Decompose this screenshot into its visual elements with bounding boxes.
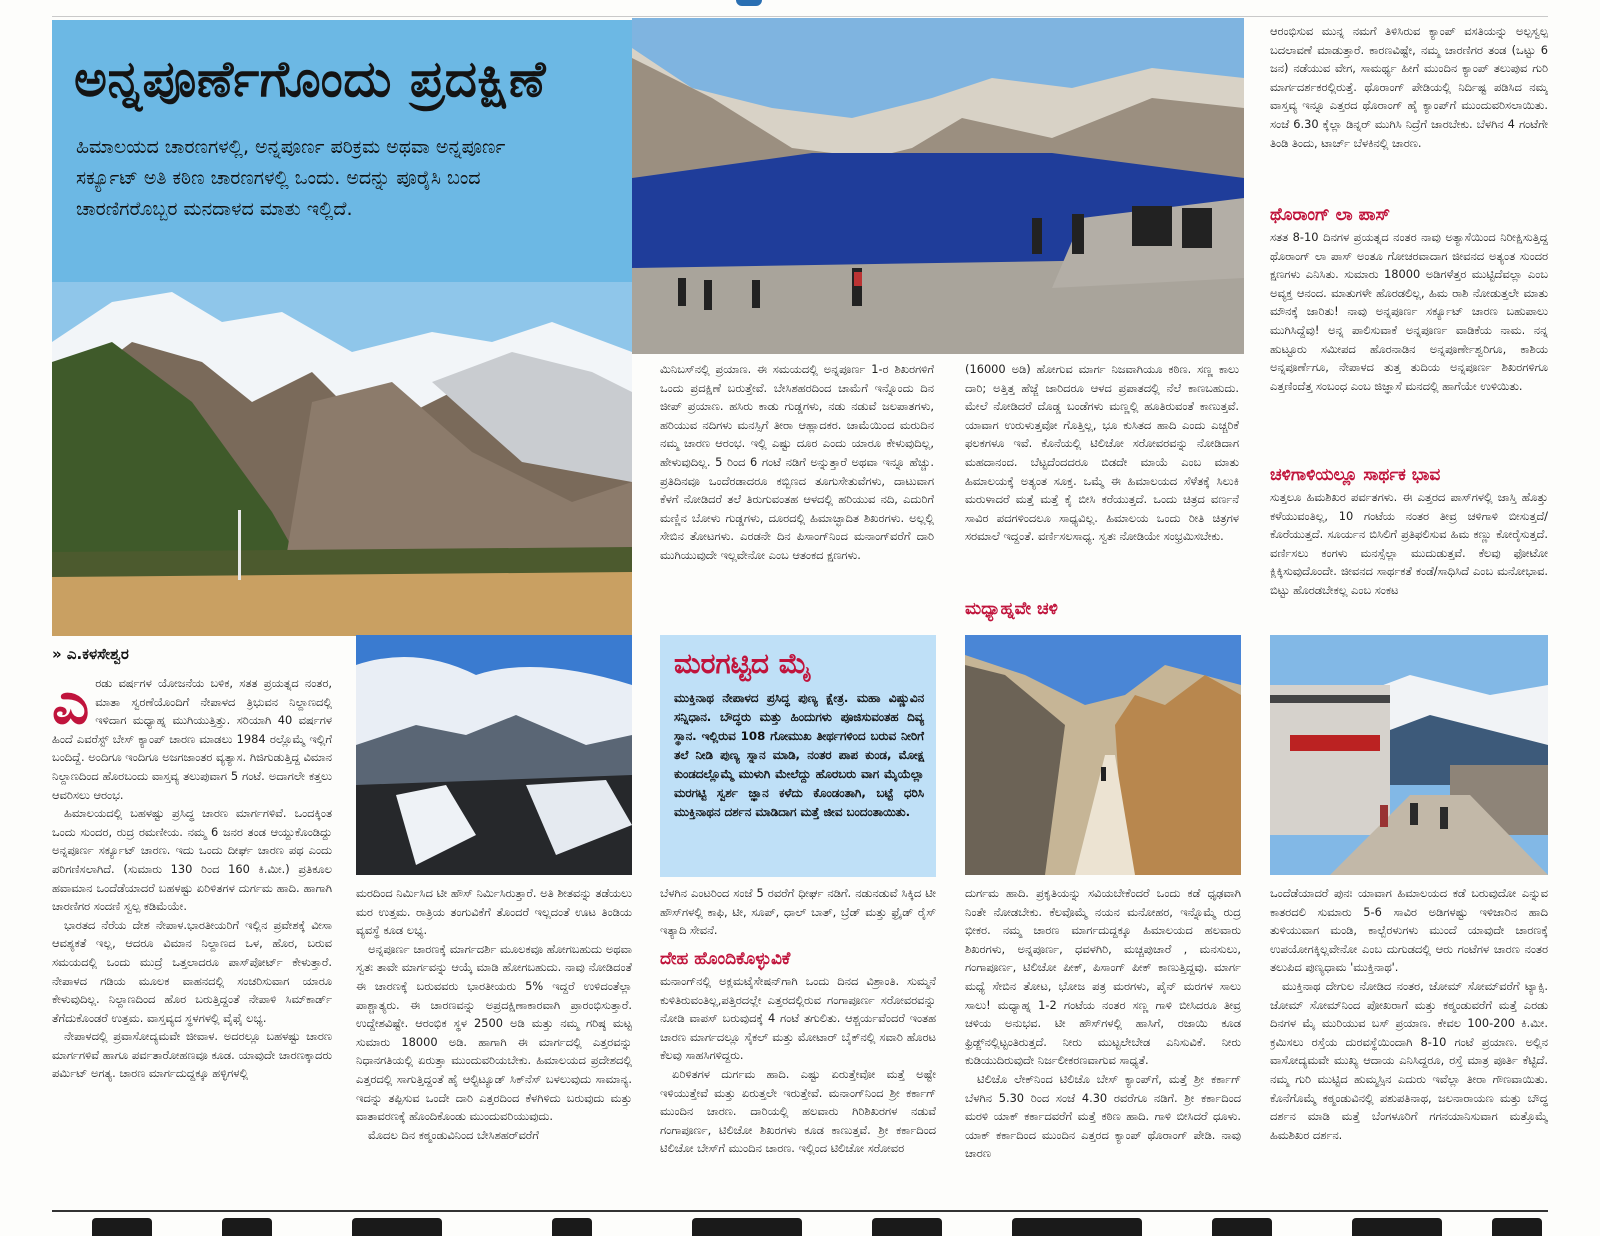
drop-cap: ಎ bbox=[52, 674, 90, 737]
paragraph: ಆರಂಭಿಸುವ ಮುನ್ನ ನಮಗೆ ತಿಳಿಸಿರುವ ಕ್ಯಾಂಪ್ ವಸತಿಯನ್ನು ಅಲ್ಪಸ್ವಲ್ಪ ಬದಲಾವಣೆ ಮಾಡುತ್ತಾರೆ. ಕಾರಣವಿಷ್ಟೇ, ನಮ್ಮ ಚಾರಣಿಗರ ತಂಡ (ಒಟ್ಟು 6 ಜನ) ನಡೆಯುವ ವೇಗ, ಸಾಮರ್ಥ್ಯ ಹೀಗೆ ಮುಂದಿನ ಕ್ಯಾಂಪ್ ತಲುಪುವ ಗುರಿ ಮಾರ್ಗದರ್ಶಕರಲ್ಲಿರುತ್ತೆ. ಥೊರಾಂಗ್ ಪೇಡಿಯಲ್ಲಿ ನಿರ್ದಿಷ್ಟ ಪಡಿಸಿದ ನಮ್ಮ ವಾಸ್ತವ್ಯ ಇನ್ನೂ ಎತ್ತರದ ಥೊರಾಂಗ್ ಹೈ ಕ್ಯಾಂಪ್‌ಗೆ ಮುಂದುವರಿಸಲಾಯಿತು. ಸಂಜೆ 6.30 ಕ್ಕೆಲ್ಲಾ ಡಿನ್ನರ್ ಮುಗಿಸಿ ನಿದ್ರೆಗೆ ಜಾರಬೇಕು. ಬೆಳಗಿನ 4 ಗಂಟೆಗೇ ತಿಂಡಿ ತಿಂದು, ಟಾರ್ಚ್ ಬೆಳಕಿನಲ್ಲಿ ಚಾರಣ. bbox=[1270, 24, 1548, 150]
paragraph: ಮಿನಿಬಸ್‌ನಲ್ಲಿ ಪ್ರಯಾಣ. ಈ ಸಮಯದಲ್ಲಿ ಅನ್ನಪೂರ್ಣ 1-ರ ಶಿಖರಗಳಿಗೆ ಒಂದು ಪ್ರದಕ್ಷಿಣೆ ಬರುತ್ತೇವೆ. ಬೇಸಿಶಹರದಿಂದ ಚಾಮೆಗೆ ಇನ್ನೊಂದು ದಿನ ಜೀಪ್ ಪ್ರಯಾಣ. ಹಸಿರು ಕಾಡು ಗುಡ್ಡಗಳು, ನಡು ನಡುವೆ ಜಲಪಾತಗಳು, ಹರಿಯುವ ನದಿಗಳು ಮನಸ್ಸಿಗೆ ತೀರಾ ಆಹ್ಲಾದಕರ. ಚಾಮೆಯಿಂದ ಮರುದಿನ ನಮ್ಮ ಚಾರಣ ಆರಂಭ. ಇಲ್ಲಿ ಎಷ್ಟು ದೂರ ಎಂದು ಯಾರೂ ಕೇಳುವುದಿಲ್ಲ, ಹೇಳುವುದಿಲ್ಲ. 5 ರಿಂದ 6 ಗಂಟೆ ನಡಿಗೆ ಅನ್ನುತ್ತಾರೆ ಅಥವಾ ಇನ್ನೂ ಹೆಚ್ಚು. ಪ್ರತಿದಿನವೂ ಒಂದೆರಡಾದರೂ ಕಬ್ಬಿಣದ ತೂಗುಸೇತುವೆಗಳು, ದಾಟುವಾಗ ಕೆಳಗೆ ನೋಡಿದರೆ ತಲೆ ತಿರುಗುವಂತಹ ಆಳದಲ್ಲಿ ಹರಿಯುವ ನದಿ, ಎದುರಿಗೆ ಮಣ್ಣಿನ ಬೋಳು ಗುಡ್ಡಗಳು, ದೂರದಲ್ಲಿ ಹಿಮಾಚ್ಛಾದಿತ ಶಿಖರಗಳು. ಅಲ್ಲಲ್ಲಿ ಸೇಬಿನ ತೋಟಗಳು. ಎರಡನೇ ದಿನ ಪಿಸಾಂಗ್‌ನಿಂದ ಮನಾಂಗ್‌ವರೆಗೆ ದಾರಿ ಮುಗಿಯುವುದೇ ಇಲ್ಲವೇನೋ ಎಂಬ ಆತಂಕದ ಕ್ಷಣಗಳು. bbox=[660, 362, 934, 562]
paragraph: ನೇಪಾಳದಲ್ಲಿ ಪ್ರವಾಸೋದ್ಯಮವೇ ಜೀವಾಳ. ಅದರಲ್ಲೂ ಬಹಳಷ್ಟು ಚಾರಣ ಮಾರ್ಗಗಳಿವೆ ಹಾಗೂ ಪರ್ವತಾರೋಹಣವೂ ಕೂಡ. ಯಾವುದೇ ಚಾರಣಕ್ಕಾದರು ಪರ್ಮಿಟ್ ಅಗತ್ಯ. ಚಾರಣ ಮಾರ್ಗದುದ್ದಕ್ಕೂ ಹಳ್ಳಿಗಳಲ್ಲಿ bbox=[52, 1029, 332, 1081]
paragraph: ಸತತ 8-10 ದಿನಗಳ ಪ್ರಯತ್ನದ ನಂತರ ನಾವು ಅತ್ಯಾಸೆಯಿಂದ ನಿರೀಕ್ಷಿಸುತ್ತಿದ್ದ ಥೊರಾಂಗ್ ಲಾ ಪಾಸ್ ಅಂತೂ ಗೋಚರವಾದಾಗ ಜೀವನದ ಅತ್ಯಂತ ಸುಂದರ ಕ್ಷಣಗಳು ಎನಿಸಿತು. ಸುಮಾರು 18000 ಅಡಿಗಳೆತ್ತರ ಮುಟ್ಟಿದೆವಲ್ಲಾ ಎಂಬ ಅವ್ಯಕ್ತ ಆನಂದ. ಮಾತುಗಳೇ ಹೊರಡಲಿಲ್ಲ, ಹಿಮ ರಾಶಿ ನೋಡುತ್ತಲೇ ಮಾತು ಮೌನಕ್ಕೆ ಜಾರಿತು! ನಾವು ಅನ್ನಪೂರ್ಣ ಸರ್ಕ್ಯೂಟ್ ಚಾರಣ ಬಹುಪಾಲು ಮುಗಿಸಿದ್ದೆವು! ಅನ್ನ ಪಾಲಿಸುವಾಕೆ ಅನ್ನಪೂರ್ಣ ವಾಡಿಕೆಯ ನಾಮ. ನನ್ನ ಹುಟ್ಟೂರು ಸಮೀಪದ ಹೊರನಾಡಿನ ಅನ್ನಪೂರ್ಣೇಶ್ವರಿಗೂ, ಕಾಶಿಯ ಅನ್ನಪೂರ್ಣೆಗೂ, ನೇಪಾಳದ ತುತ್ತ ತುದಿಯ ಅನ್ನಪೂರ್ಣ ಶಿಖರಗಳಿಗೂ ಎತ್ತಣಿಂದೆತ್ತ ಸಂಬಂಧ ಎಂಬ ಜಿಜ್ಞಾಸೆ ಮನದಲ್ಲಿ ಹಾಗೆಯೇ ಉಳಿಯಿತು. bbox=[1270, 230, 1548, 393]
paragraph: ಬೆಳಗಿನ ಎಂಟರಿಂದ ಸಂಜೆ 5 ರವರೆಗೆ ಧೀರ್ಘ ನಡಿಗೆ. ನಡುನಡುವೆ ಸಿಕ್ಕಿದ ಟೀ ಹೌಸ್‌ಗಳಲ್ಲಿ ಕಾಫಿ, ಟೀ, ಸೂಪ್, ಧಾಲ್ ಬಾತ್, ಬ್ರೆಡ್ ಮತ್ತು ಫ್ರೈಡ್ ರೈಸ್ ಇತ್ಯಾದಿ ಸೇವನೆ. bbox=[660, 886, 936, 938]
paragraph: ಮನಾಂಗ್‌ನಲ್ಲಿ ಅಕ್ಲಮಟೈಸೇಷನ್‌ಗಾಗಿ ಒಂದು ದಿನದ ವಿಶ್ರಾಂತಿ. ಸುಮ್ಮನೆ ಕುಳಿತಿರುವಂತಿಲ್ಲ,ಪತ್ತಿರದಲ್ಲೇ ಎತ್ತರದಲ್ಲಿರುವ ಗಂಗಾಪೂರ್ಣ ಸರೋವರವನ್ನು ನೋಡಿ ವಾಪಸ್ ಬರುವುದಕ್ಕೆ 4 ಗಂಟೆ ತಗುಲಿತು. ಆಶ್ಚರ್ಯವೆಂದರೆ ಇಂತಹ ಚಾರಣ ಮಾರ್ಗದಲ್ಲೂ ಸೈಕಲ್ ಮತ್ತು ಮೋಟಾರ್ ಬೈಕ್‌ನಲ್ಲಿ ಸವಾರಿ ಹೊರಟ ಕೆಲವು ಸಾಹಸಿಗಳಿದ್ದರು. bbox=[660, 974, 936, 1063]
column-1 bbox=[52, 674, 332, 1194]
bottom-rule bbox=[52, 1210, 1548, 1212]
paragraph: ಟಿಲಿಚೊ ಲೇಕ್‌ನಿಂದ ಟಿಲಿಚೊ ಬೇಸ್ ಕ್ಯಾಂಪ್‌ಗೆ, ಮತ್ತೆ ಶ್ರೀ ಕರ್ಕಾಗ್ ಬೆಳಗಿನ 5.30 ರಿಂದ ಸಂಜೆ 4.30 ರವರೆಗೂ ನಡಿಗೆ. ಶ್ರೀ ಕರ್ಕಾದಿಂದ ಮರಳಿ ಯಾಕ್ ಕರ್ಕಾದವರೆಗೆ ಮತ್ತೆ ಕಠಿಣ ಹಾದಿ. ಗಾಳಿ ಬೀಸಿದರೆ ಧೂಳು. ಯಾಕ್ ಕರ್ಕಾದಿಂದ ಮುಂದಿನ ಎತ್ತರದ ಕ್ಯಾಂಪ್ ಥೊರಾಂಗ್ ಪೇಡಿ. ನಾವು ಚಾರಣ bbox=[965, 1071, 1241, 1161]
column-top-b bbox=[965, 360, 1239, 596]
byline: » ಎ.ಕಳಸೇಶ್ವರ bbox=[52, 645, 129, 663]
paragraph: ಮರದಿಂದ ನಿರ್ಮಿಸಿದ ಟೀ ಹೌಸ್ ನಿರ್ಮಿಸಿರುತ್ತಾರೆ. ಅತಿ ಶೀತವನ್ನು ತಡೆಯಲು ಮರ ಉತ್ತಮ. ರಾತ್ರಿಯ ತಂಗುವಿಕೆಗೆ ತೊಂದರೆ ಇಲ್ಲದಂತೆ ಊಟ ತಿಂಡಿಯ ವ್ಯವಸ್ಥೆ ಕೂಡ ಲಭ್ಯ. bbox=[356, 886, 632, 938]
paragraph: ರಡು ವರ್ಷಗಳ ಯೋಜನೆಯ ಬಳಿಕ, ಸತತ ಪ್ರಯತ್ನದ ನಂತರ, ಮಾತಾ ಸ್ವರಣೆಯೊಂದಿಗೆ ನೇಪಾಳದ ತ್ರಿಭುವನ ನಿಲ್ದಾಣದಲ್ಲಿ ಇಳಿದಾಗ ಮಧ್ಯಾಹ್ನ ಮುಗಿಯುತ್ತಿತ್ತು. ಸರಿಯಾಗಿ 40 ವರ್ಷಗಳ ಹಿಂದೆ ಎವರೆಸ್ಟ್ ಬೇಸ್ ಕ್ಯಾಂಪ್ ಚಾರಣ ಮಾಡಲು 1984 ರಲ್ಲೊಮ್ಮೆ ಇಲ್ಲಿಗೆ ಬಂದಿದ್ದೆ. ಅಂದಿಗೂ ಇಂದಿಗೂ ಅಜಗಜಾಂತರ ವ್ಯತ್ಯಾಸ. ಗಿಜಿಗುಡುತ್ತಿದ್ದ ವಿಮಾನ ನಿಲ್ದಾಣದಿಂದ ಹೊರಬಂದು ವಾಸ್ತವ್ಯ ತಲುಪುವಾಗ 5 ಗಂಟೆ. ಅದಾಗಲೇ ಕತ್ತಲು ಆವರಿಸಲು ಆರಂಭ. bbox=[52, 676, 332, 802]
paragraph: ಅನ್ನಪೂರ್ಣ ಚಾರಣಕ್ಕೆ ಮಾರ್ಗದರ್ಶಿ ಮೂಲಕವೂ ಹೋಗಬಹುದು ಅಥವಾ ಸ್ವತಃ ತಾವೇ ಮಾರ್ಗವನ್ನು ಆಯ್ಕೆ ಮಾಡಿ ಹೋಗಬಹುದು. ನಾವು ನೋಡಿದಂತೆ ಈ ಚಾರಣಕ್ಕೆ ಬರುವವರು ಭಾರತೀಯರು 5% ಇದ್ದರೆ ಉಳಿದಂತೆಲ್ಲಾ ಪಾಶ್ಚಾತ್ಯರು. ಈ ಚಾರಣವನ್ನು ಅಪ್ರದಕ್ಷಿಣಾಕಾರವಾಗಿ ಪ್ರಾರಂಭಿಸುತ್ತಾರೆ. ಉದ್ದೇಶವಿಷ್ಟೇ. ಆರಂಭಿಕ ಸ್ಥಳ 2500 ಅಡಿ ಮತ್ತು ನಮ್ಮ ಗರಿಷ್ಠ ಮಟ್ಟ ಸುಮಾರು 18000 ಅಡಿ. ಹಾಗಾಗಿ ಈ ಮಾರ್ಗದಲ್ಲಿ ಎತ್ತರವನ್ನು ನಿಧಾನಗತಿಯಲ್ಲಿ ಏರುತ್ತಾ ಮುಂದುವರಿಯಬೇಕು. ಹಿಮಾಲಯದ ಪ್ರದೇಶದಲ್ಲಿ ಎತ್ತರದಲ್ಲಿ ಸಾಗುತ್ತಿದ್ದಂತೆ ಹೈ ಆಲ್ಟಿಟ್ಯೂಡ್ ಸಿಕ್‌ನೆಸ್ ಬಳಲುವುದು ಸಾಮಾನ್ಯ. ಇದನ್ನು ತಪ್ಪಿಸುವ ಒಂದೇ ದಾರಿ ಎತ್ತರದಿಂದ ಕೆಳಗಿಳಿದು ಬರುವುದು ಮತ್ತು ವಾತಾವರಣಕ್ಕೆ ಹೊಂದಿಕೊಂಡು ಮುಂದುವರಿಯುವುದು. bbox=[356, 941, 632, 1124]
photo-rocky-trail bbox=[965, 635, 1241, 875]
column-4 bbox=[965, 884, 1241, 1196]
photo-snow-peaks bbox=[356, 635, 632, 875]
paragraph: ಮೊದಲ ದಿನ ಕಠ್ಮಂಡುವಿನಿಂದ ಬೇಸಿಶಹರ್‌ವರೆಗೆ bbox=[368, 1127, 539, 1142]
standfirst: ಹಿಮಾಲಯದ ಚಾರಣಗಳಲ್ಲಿ, ಅನ್ನಪೂರ್ಣ ಪರಿಕ್ರಮ ಅಥವಾ ಅನ್ನಪೂರ್ಣ ಸರ್ಕ್ಯೂಟ್ ಅತಿ ಕಠಿಣ ಚಾರಣಗಳಲ್ಲಿ ಒಂದು. ಅದನ್ನು ಪೂರೈಸಿ ಬಂದ ಚಾರಣಿಗರೊಬ್ಬರ ಮನದಾಳದ ಮಾತು ಇಲ್ಲಿದೆ. bbox=[76, 136, 506, 220]
column-5 bbox=[1270, 884, 1548, 1196]
box-title: ಮರಗಟ್ಟಿದ ಮೈ bbox=[674, 647, 812, 680]
photo-tilicho-lake bbox=[632, 18, 1244, 354]
top-rule bbox=[52, 16, 1548, 17]
column-3b bbox=[660, 972, 936, 1194]
column-top-a bbox=[660, 360, 934, 620]
subheading-cold-wind: ಚಳಿಗಾಳಿಯಲ್ಲೂ ಸಾರ್ಥಕ ಭಾವ bbox=[1270, 465, 1441, 485]
column-right-mid bbox=[1270, 228, 1548, 450]
paragraph: ಒಂದೆಡೆಯಾದರೆ ಪುನಃ ಯಾವಾಗ ಹಿಮಾಲಯದ ಕಡೆ ಬರುವುದೋ ಎನ್ನುವ ಕಾತರದಲಿ ಸುಮಾರು 5-6 ಸಾವಿರ ಅಡಿಗಳಷ್ಟು ಇಳಿಜಾರಿನ ಹಾದಿ ತುಳಿಯುವಾಗ ಮಂಡಿ, ಕಾಲ್ಬೆರಳುಗಳು ಮುಂದೆ ಯಾವುದೇ ಚಾರಣಕ್ಕೆ ಉಪಯೋಗಕ್ಕಿಲ್ಲವೇನೋ ಎಂಬ ದುಗುಡದಲ್ಲಿ ಆರು ಗಂಟೆಗಳ ಚಾರಣ ನಂತರ ತಲುಪಿದ ಪುಣ್ಯಧಾಮ 'ಮುಕ್ತಿನಾಥ'. bbox=[1270, 886, 1548, 975]
paragraph: ಭಾರತದ ನೆರೆಯ ದೇಶ ನೇಪಾಳ.ಭಾರತೀಯರಿಗೆ ಇಲ್ಲಿನ ಪ್ರವೇಶಕ್ಕೆ ವೀಸಾ ಆವಶ್ಯಕತೆ ಇಲ್ಲ, ಆದರೂ ವಿಮಾನ ನಿಲ್ದಾಣದ ಒಳ, ಹೊರ, ಬರುವ ಸಮಯದಲ್ಲಿ ಒಂದು ಮುದ್ರೆ ಒತ್ತಲಾದರೂ ಪಾಸ್‌ಪೋರ್ಟ್ ಕೇಳುತ್ತಾರೆ. ನೇಪಾಳದ ಗಡಿಯ ಮೂಲಕ ವಾಹನದಲ್ಲಿ ಸಂಚರಿಸುವಾಗ ಯಾರೂ ಕೇಳುವುದಿಲ್ಲ. ನಿಲ್ದಾಣದಿಂದ ಹೊರ ಬರುತ್ತಿದ್ದಂತೆ ನೇಪಾಳಿ ಸಿಮ್‌ಕಾರ್ಡ್ ತೆಗೆದುಕೊಂಡರೆ ಉತ್ತಮ. ವಾಸ್ತವ್ಯದ ಸ್ಥಳಗಳಲ್ಲಿ ವೈಫೈ ಲಭ್ಯ. bbox=[52, 917, 332, 1025]
headline-block bbox=[52, 20, 632, 636]
box-text: ಮುಕ್ತಿನಾಥ ನೇಪಾಳದ ಪ್ರಸಿದ್ಧ ಪುಣ್ಯ ಕ್ಷೇತ್ರ. ಮಹಾ ವಿಷ್ಣುವಿನ ಸನ್ನಿಧಾನ. ಬೌದ್ಧರು ಮತ್ತು ಹಿಂದುಗಳು ಪೂಜಿಸುವಂತಹ ದಿವ್ಯ ಸ್ಥಾನ. ಇಲ್ಲಿರುವ 108 ಗೋಮುಖ ತೀರ್ಥಗಳಿಂದ ಬರುವ ನೀರಿಗೆ ತಲೆ ನೀಡಿ ಪುಣ್ಯ ಸ್ನಾನ ಮಾಡಿ, ನಂತರ ಪಾಪ ಕುಂಡ, ಮೋಕ್ಷ ಕುಂಡದಲ್ಲೊಮ್ಮೆ ಮುಳುಗಿ ಮೇಲೆದ್ದು ಹೊರಬರು ವಾಗ ಮೈಯೆಲ್ಲಾ ಮರಗಟ್ಟಿ ಸ್ವರ್ಶ ಜ್ಞಾನ ಕಳೆದು ಕೊಂಡಂತಾಗಿ, ಬಟ್ಟೆ ಧರಿಸಿ ಮುಕ್ತಿನಾಥನ ದರ್ಶನ ಮಾಡಿದಾಗ ಮತ್ತೆ ಜೀವ ಬಂದಂತಾಯಿತು. bbox=[674, 691, 924, 819]
paragraph: ಮುಕ್ತಿನಾಥ ದೇಗುಲ ನೋಡಿದ ನಂತರ, ಜೋಮ್ ಸೋಮ್‌ವರೆಗೆ ಟ್ಯಾಕ್ಸಿ. ಜೋಮ್ ಸೋಮ್‌ನಿಂದ ಪೋಖರಾಗೆ ಮತ್ತು ಕಠ್ಮಂಡುವರೆಗೆ ಮತ್ತೆ ಎರಡು ದಿನಗಳ ಮೈ ಮುರಿಯುವ ಬಸ್ ಪ್ರಯಾಣ. ಕೇವಲ 100-200 ಕಿ.ಮೀ. ಕ್ರಮಿಸಲು ರಸ್ತೆಯ ದುರವಸ್ಥೆಯಿಂದಾಗಿ 8-10 ಗಂಟೆ ಪ್ರಯಾಣ. ಅಲ್ಲಿನ ವಾಸೋದ್ಯಮವೇ ಮುಖ್ಯ ಆದಾಯ ಎನಿಸಿದ್ದರೂ, ರಸ್ತೆ ಮಾತ್ರ ಪೂರ್ತಿ ಕೆಟ್ಟಿದೆ. ನಮ್ಮ ಗುರಿ ಮುಟ್ಟಿದ ಹುಮ್ಮಸ್ಸಿನ ಎದುರು ಇವೆಲ್ಲಾ ತೀರಾ ಗೌಣವಾಯಿತು. ಕೊನೆಗೊಮ್ಮೆ ಕಠ್ಮಂಡುವಿನಲ್ಲಿ ಪಶುಪತಿನಾಥ, ಜಲನಾರಾಯಣ ಮತ್ತು ಬೌದ್ಧ ದರ್ಶನ ಮಾಡಿ ಮತ್ತೆ ಬೆಂಗಳೂರಿಗೆ ಗಗನಯಾನಿಸುವಾಗ ಮತ್ತೊಮ್ಮೆ ಹಿಮಶಿಖರ ದರ್ಶನ. bbox=[1270, 978, 1548, 1142]
column-right-top bbox=[1270, 22, 1548, 192]
column-3 bbox=[660, 884, 936, 944]
paragraph: ದುರ್ಗಮ ಹಾದಿ. ಪ್ರಕೃತಿಯನ್ನು ಸವಿಯಬೇಕೆಂದರೆ ಒಂದು ಕಡೆ ಧೃಢವಾಗಿ ನಿಂತೇ ನೋಡಬೇಕು. ಕೆಲವೊಮ್ಮೆ ನಯನ ಮನೋಹರ, ಇನ್ನೊಮ್ಮೆ ರುದ್ರ ಭೀಕರ. ನಮ್ಮ ಚಾರಣ ಮಾರ್ಗದುದ್ದಕ್ಕೂ ಹಿಮಾಲಯದ ಹಲವಾರು ಶಿಖರಗಳು, ಅನ್ನಪೂರ್ಣ, ಧವಳಗಿರಿ, ಮಚ್ಚಪುಚಾರೆ , ಮನಸುಲು, ಗಂಗಾಪೂರ್ಣ, ಟಿಲಿಚೋ ಪೀಕ್, ಪಿಸಾಂಗ್ ಪೀಕ್ ಕಾಣುತ್ತಿದ್ದವು. ಮಾರ್ಗ ಮಧ್ಯೆ ಸೇಬಿನ ತೋಟ, ಭೋಜ ಪತ್ರ ಮರಗಳು, ಪೈನ್ ಮರಗಳ ಸಾಲು ಸಾಲು! ಮಧ್ಯಾಹ್ನ 1-2 ಗಂಟೆಯ ನಂತರ ಸಣ್ಣ ಗಾಳಿ ಬೀಸಿದರೂ ತೀವ್ರ ಚಳಿಯ ಅನುಭವ. ಟೀ ಹೌಸ್‌ಗಳಲ್ಲಿ ಹಾಸಿಗೆ, ರಜಾಯಿ ಕೂಡ ಫ್ರಿಡ್ಜ್‌ನಲ್ಲಿಟ್ಟಂತಿರುತ್ತದೆ. ನೀರು ಮುಟ್ಟಲೇಬೇಡ ಎನಿಸುವಿಕೆ. ನೀರು ಕುಡಿಯುದಿರುವುದೇ ನಿರ್ಜಲೀಕರಣವಾಗುವ ಸಾಧ್ಯತೆ. bbox=[965, 886, 1241, 1068]
photo-village-street bbox=[1270, 635, 1548, 875]
next-headline-strip bbox=[52, 1214, 1548, 1236]
masthead-mark bbox=[736, 0, 762, 6]
subheading-thorong-la-pass: ಥೊರಾಂಗ್ ಲಾ ಪಾಸ್ bbox=[1270, 205, 1391, 225]
headline: ಅನ್ನಪೂರ್ಣೆಗೊಂದು ಪ್ರದಕ್ಷಿಣೆ bbox=[74, 50, 546, 108]
paragraph: ಹಿಮಾಲಯದಲ್ಲಿ ಬಹಳಷ್ಟು ಪ್ರಸಿದ್ಧ ಚಾರಣ ಮಾರ್ಗಗಳಿವೆ. ಒಂದಕ್ಕಿಂತ ಒಂದು ಸುಂದರ, ರುದ್ರ ರಮಣೀಯ. ನಮ್ಮ 6 ಜನರ ತಂಡ ಆಯ್ದುಕೊಂಡಿದ್ದು ಅನ್ನಪೂರ್ಣ ಸರ್ಕ್ಯೂಟ್ ಚಾರಣ. ಇದು ಒಂದು ದೀರ್ಘ ಚಾರಣ ಪಥ ಎಂದು ಪರಿಗಣಿಸಲಾಗಿದೆ. (ಸುಮಾರು 130 ರಿಂದ 160 ಕಿ.ಮೀ.) ಪ್ರತಿಕೂಲ ಹವಾಮಾನ ಒಂದೆಡೆಯಾದರೆ ಬಹಳಷ್ಟು ಏರಿಳಿತಗಳ ದುರ್ಗಮ ಹಾದಿ. ಹಾಗಾಗಿ ಚಾರಣಿಗರ ಸಂದಣಿ ಸ್ವಲ್ಪ ಕಡಿಮೆಯೇ. bbox=[52, 806, 332, 914]
column-2 bbox=[356, 884, 632, 1196]
subheading-afternoon-cold: ಮಧ್ಯಾಹ್ನವೇ ಚಳಿ bbox=[965, 599, 1058, 619]
subheading-acclimatization: ದೇಹ ಹೊಂದಿಕೊಳ್ಳುವಿಕೆ bbox=[660, 949, 791, 969]
column-right-bottom bbox=[1270, 488, 1548, 618]
photo-mountain-valley bbox=[52, 282, 632, 636]
paragraph: ಏರಿಳಿತಗಳ ದುರ್ಗಮ ಹಾದಿ. ಎಷ್ಟು ಏರುತ್ತೇವೋ ಮತ್ತೆ ಅಷ್ಟೇ ಇಳಿಯುತ್ತೇವೆ ಮತ್ತು ಏರುತ್ತಲೇ ಇರುತ್ತೇವೆ. ಮನಾಂಗ್‌ನಿಂದ ಶ್ರೀ ಕರ್ಕಾಗ್ ಮುಂದಿನ ಚಾರಣ. ದಾರಿಯಲ್ಲಿ ಹಲವಾರು ಗಿರಿಶಿಖರಗಳ ನಡುವೆ ಗಂಗಾಪೂರ್ಣ, ಟಿಲಿಚೋ ಶಿಖರಗಳು ಕೂಡ ಕಾಣುತ್ತವೆ. ಶ್ರೀ ಕರ್ಕಾದಿಂದ ಟಿಲಿಚೋ ಬೇಸ್‌ಗೆ ಮುಂದಿನ ಚಾರಣ. ಇಲ್ಲಿಂದ ಟಿಲಿಚೋ ಸರೋವರ bbox=[660, 1066, 936, 1156]
sidebar-box bbox=[660, 635, 936, 877]
paragraph: ಸುತ್ತಲೂ ಹಿಮಶಿಖರ ಪರ್ವತಗಳು. ಈ ಎತ್ತರದ ಪಾಸ್‌ಗಳಲ್ಲಿ ಜಾಸ್ತಿ ಹೊತ್ತು ಕಳೆಯುವಂತಿಲ್ಲ, 10 ಗಂಟೆಯ ನಂತರ ತೀವ್ರ ಚಳಿಗಾಳಿ ಬೀಸುತ್ತದೆ/ಕೊರೆಯುತ್ತದೆ. ಸೂರ್ಯನ ಬಿಸಿಲಿಗೆ ಪ್ರತಿಫಲಿಸುವ ಹಿಮ ಕಣ್ಣು ಕೋರೈಸುತ್ತದೆ. ವರ್ಣಿಸಲು ಕಂಗಳು ಮನಸ್ಸೆಲ್ಲಾ ಮುದುಡುತ್ತವೆ. ಕೆಲವು ಫೋಟೋ ಕ್ಲಿಕ್ಕಿಸುವುದೊಂದೇ. ಜೀವನದ ಸಾರ್ಥಕತೆ ಕಂಡೆ/ಸಾಧಿಸಿದೆ ಎಂಬ ಮನೋಭಾವ. ಬಿಟ್ಟು ಹೊರಡಬೇಕಲ್ಲ ಎಂಬ ಸಂಕಟ bbox=[1270, 490, 1548, 597]
paragraph: (16000 ಅಡಿ) ಹೋಗುವ ಮಾರ್ಗ ನಿಜವಾಗಿಯೂ ಕಠಿಣ. ಸಣ್ಣ ಕಾಲು ದಾರಿ; ಅತ್ತಿತ್ತ ಹೆಜ್ಜೆ ಜಾರಿದರೂ ಆಳದ ಪ್ರಪಾತದಲ್ಲಿ ನೆಲೆ ಕಾಣಬಹುದು. ಮೇಲೆ ನೋಡಿದರೆ ದೊಡ್ಡ ಬಂಡೆಗಳು ಮಣ್ಣಲ್ಲಿ ಹೂತಿರುವಂತೆ ಕಾಣುತ್ತವೆ. ಯಾವಾಗ ಉರುಳುತ್ತವೋ ಗೊತ್ತಿಲ್ಲ, ಭೂ ಕುಸಿತದ ಹಾದಿ ಎಂದು ಎಚ್ಚರಿಕೆ ಫಲಕಗಳೂ ಇವೆ. ಕೊನೆಯಲ್ಲಿ ಟಿಲಿಚೋ ಸರೋವರವನ್ನು ನೋಡಿದಾಗ ಮಹದಾನಂದ. ಬೆಟ್ಟದೆಂದದರೂ ಬಿಡದೇ ಮಾಯೆ ಎಂಬ ಮಾತು ಹಿಮಾಲಯಕ್ಕೆ ಅತ್ಯಂತ ಸೂಕ್ತ. ಒಮ್ಮೆ ಈ ಹಿಮಾಲಯದ ಸೆಳೆತಕ್ಕೆ ಸಿಲುಕಿ ಮರುಳಾದರೆ ಮತ್ತೆ ಮತ್ತೆ ಕೈ ಬೀಸಿ ಕರೆಯುತ್ತದೆ. ಒಂದು ಚಿತ್ರದ ವರ್ಣನೆ ಸಾವಿರ ಪದಗಳಿಂದಲೂ ಸಾಧ್ಯವಿಲ್ಲ. ಹಿಮಾಲಯ ಒಂದು ರೀತಿ ಚಿತ್ರಗಳ ಸರಮಾಲೆ ಇದ್ದಂತೆ. ವರ್ಣಿಸಲಸಾಧ್ಯ. ಸ್ವತಃ ನೋಡಿಯೇ ಸಂಭ್ರಮಿಸಬೇಕು. bbox=[965, 362, 1239, 544]
